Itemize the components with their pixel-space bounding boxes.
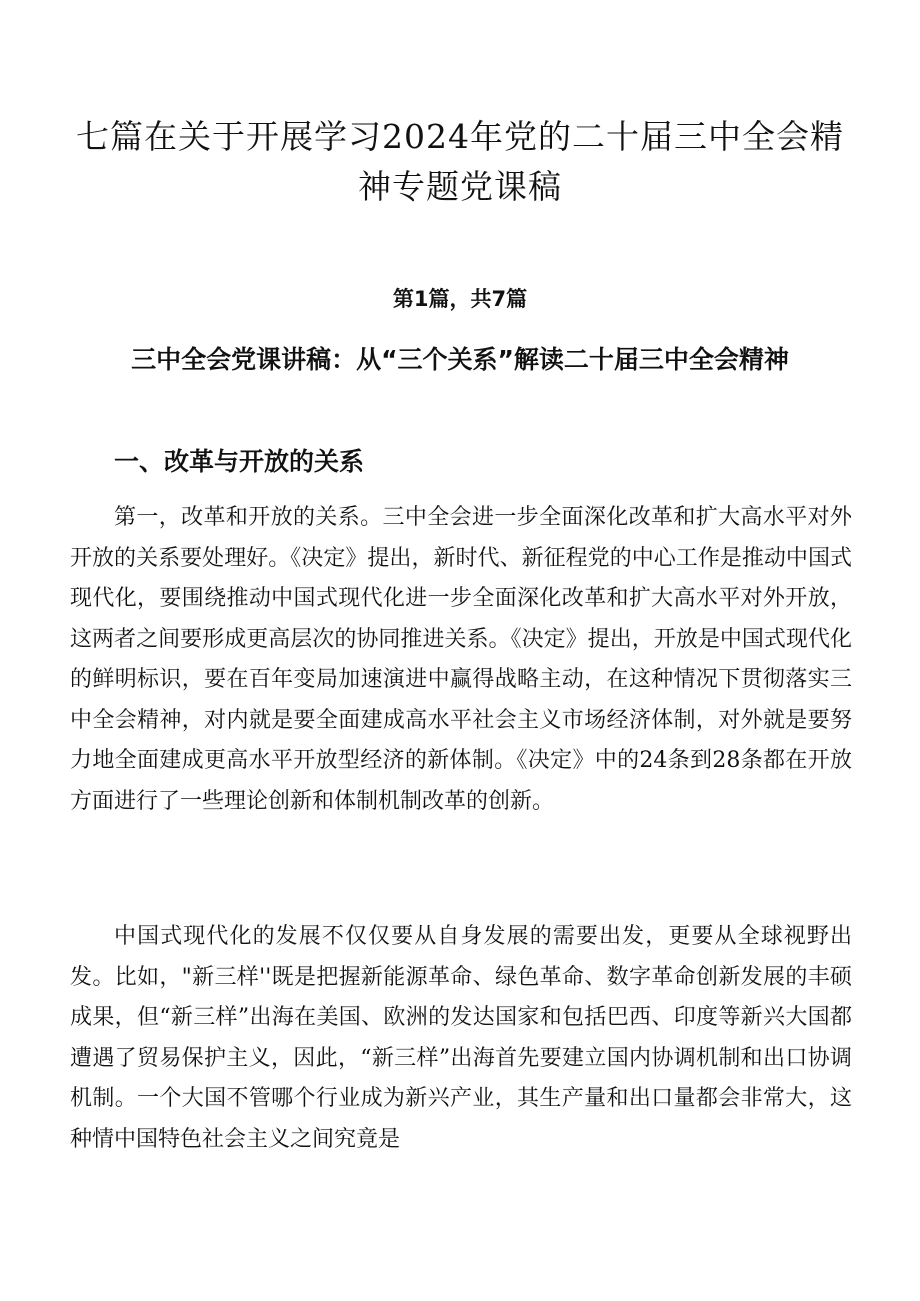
part-indicator: 第1篇，共7篇: [392, 287, 528, 311]
body-paragraph: 中国式现代化的发展不仅仅要从自身发展的需要出发，更要从全球视野出发。比如，"新三样''既是把握新能源革命、绿色革命、数字革命创新发展的丰硕成果，但“新三样”出海在美国、欧洲的发达国家和包括巴西、印度等新兴大国都遭遇了贸易保护主义，因此，“新三样”出海首先要建立国内协调机制和出口协调机制。一个大国不管哪个行业成为新兴产业，其生产量和出口量都会非常大，这种情中国特色社会主义之间究竟是: [70, 924, 852, 1152]
body-paragraph: 第一，改革和开放的关系。三中全会进一步全面深化改革和扩大高水平对外开放的关系要处理好。《决定》提出，新时代、新征程党的中心工作是推动中国式现代化，要围绕推动中国式现代化进一步全面深化改革和扩大高水平对外开放，这两者之间要形成更高层次的协同推进关系。《决定》提出，开放是中国式现代化的鲜明标识，要在百年变局加速演进中赢得战略主动，在这种情况下贯彻落实三中全会精神，对内就是要全面建成高水平社会主义市场经济体制，对外就是要努力地全面建成更高水平开放型经济的新体制。《决定》中的24条到28条都在开放方面进行了一些理论创新和体制机制改革的创新。: [70, 505, 852, 814]
document-title: 七篇在关于开展学习2024年党的二十届三中全会精神专题党课稿: [76, 117, 844, 206]
heading-reform-and-opening: 一、改革与开放的关系: [114, 447, 365, 476]
section-title: 三中全会党课讲稿：从“三个关系”解读二十届三中全会精神: [131, 345, 789, 374]
